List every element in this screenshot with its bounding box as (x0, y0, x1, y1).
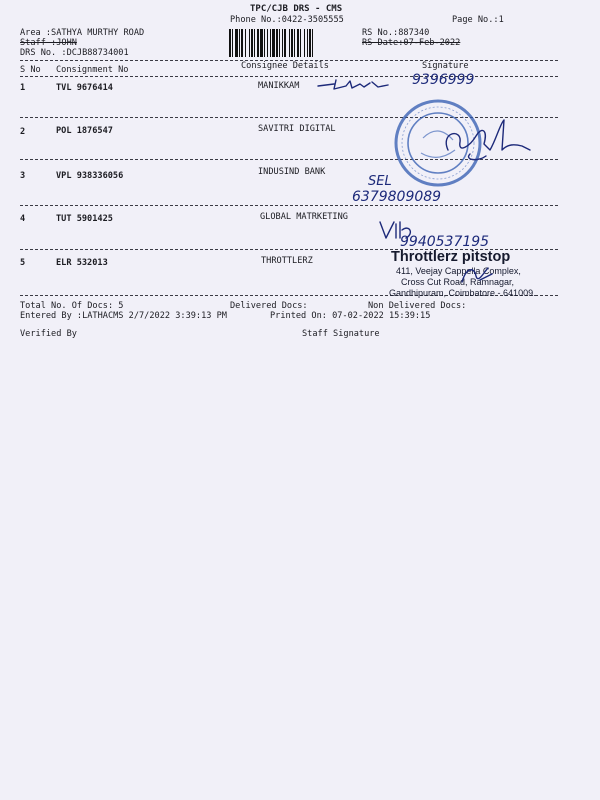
row-consignment-no: ELR 532013 (56, 258, 108, 268)
row-consignee: SAVITRI DIGITAL (258, 124, 336, 134)
row-sno: 4 (20, 214, 26, 224)
signature-row5 (456, 262, 498, 288)
row-sno: 3 (20, 171, 26, 181)
entered-by: Entered By :LATHACMS 2/7/2022 3:39:13 PM (20, 311, 227, 321)
row-consignee: GLOBAL MATRKETING (260, 212, 348, 222)
store-stamp-address-line: Gandhipuram, Coimbatore - 641009. (389, 288, 536, 298)
handwritten-phone-row3: 6379809089 (352, 189, 442, 205)
row-consignee: INDUSIND BANK (258, 167, 326, 177)
column-header-sno: S No (20, 65, 41, 75)
handwritten-name-row3: SEL (368, 174, 392, 189)
staff-signature-label: Staff Signature (302, 329, 380, 339)
row-sno: 2 (20, 127, 26, 137)
handwritten-phone-row4: 9940537195 (400, 234, 490, 250)
store-stamp-address-line: 411, Veejay Cappella Complex, (396, 266, 521, 276)
phone-number: Phone No.:0422-3505555 (230, 15, 344, 25)
store-stamp-address-line: Cross Cut Road, Ramnagar, (401, 277, 515, 287)
store-stamp-name: Throttlerz pitstop (391, 249, 511, 265)
verified-by-label: Verified By (20, 329, 77, 339)
column-header-signature: Signature (422, 61, 469, 71)
area-label: Area :SATHYA MURTHY ROAD (20, 28, 145, 38)
handwritten-phone-row1: 9396999 (412, 72, 475, 88)
signature-row1 (316, 72, 406, 94)
rs-number: RS No.:887340 (362, 28, 430, 38)
column-header-consignment: Consignment No (56, 65, 129, 75)
column-header-consignee: Consignee Details (241, 61, 329, 71)
rs-date: RS Date:07-Feb-2022 (362, 38, 461, 48)
page-number: Page No.:1 (452, 15, 504, 25)
delivered-docs: Delivered Docs: (230, 301, 308, 311)
document-title: TPC/CJB DRS - CMS (250, 4, 343, 14)
row-consignee: MANIKKAM (258, 81, 300, 91)
barcode (229, 29, 353, 57)
drs-number: DRS No. :DCJB88734001 (20, 48, 129, 58)
divider (20, 76, 558, 77)
row-sno: 1 (20, 83, 26, 93)
row-consignment-no: TUT 5901425 (56, 214, 113, 224)
non-delivered-docs: Non Delivered Docs: (368, 301, 467, 311)
row-consignee: THROTTLERZ (261, 256, 313, 266)
printed-on: Printed On: 07-02-2022 15:39:15 (270, 311, 431, 321)
row-consignment-no: POL 1876547 (56, 126, 113, 136)
row-consignment-no: VPL 938336056 (56, 171, 124, 181)
signature-row2 (430, 110, 540, 170)
total-docs: Total No. Of Docs: 5 (20, 301, 124, 311)
row-consignment-no: TVL 9676414 (56, 83, 113, 93)
divider (20, 205, 558, 206)
row-sno: 5 (20, 258, 26, 268)
staff-label: Staff :JOHN (20, 38, 77, 48)
